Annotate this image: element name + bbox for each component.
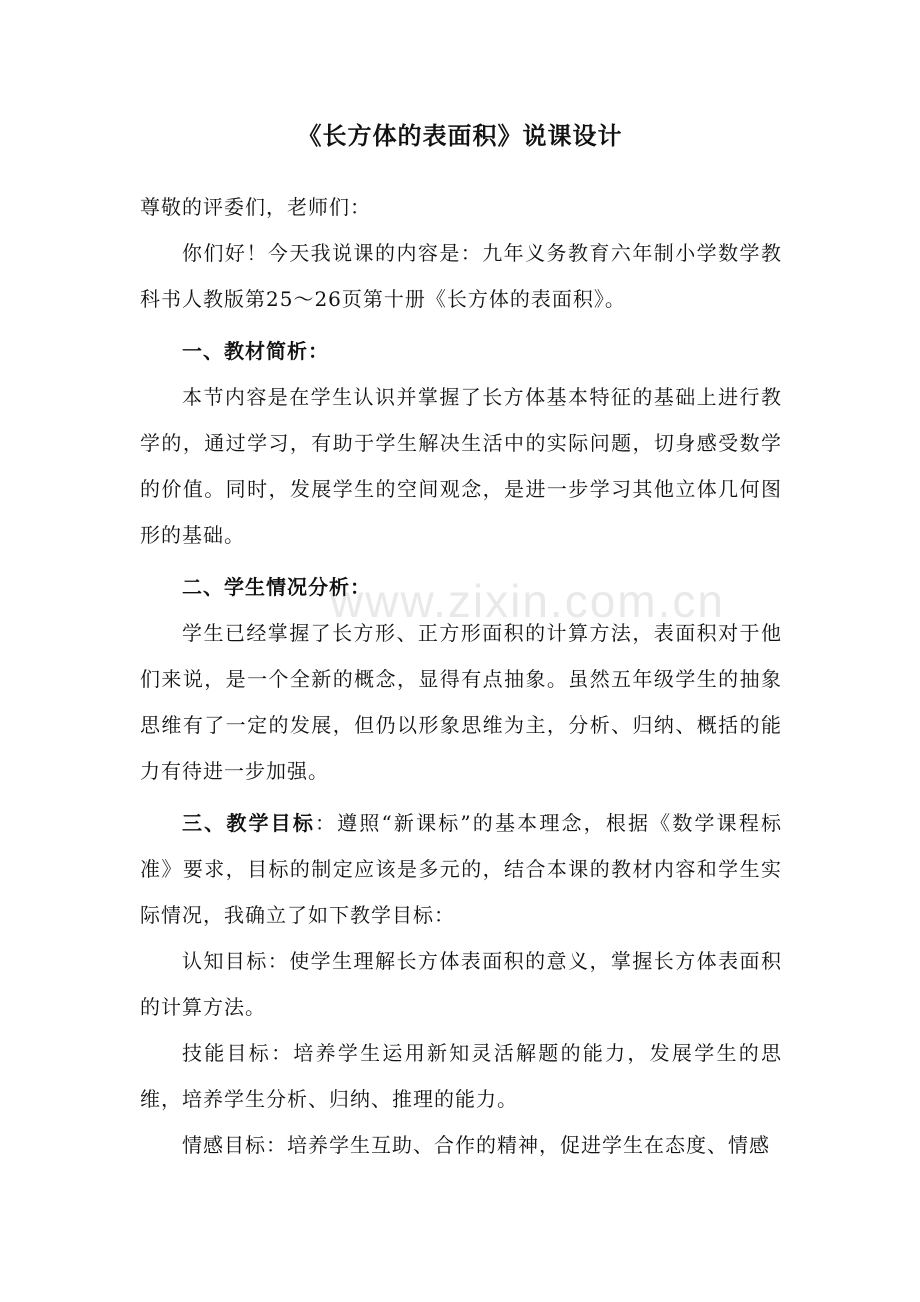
objective-skills: 技能目标：培养学生运用新知灵活解题的能力，发展学生的思维，培养学生分析、归纳、推理的能力。 xyxy=(140,1041,782,1111)
section-paragraph-students: 学生已经掌握了长方形、正方形面积的计算方法，表面积对于他们来说，是一个全新的概念，显得有点抽象。虽然五年级学生的抽象思维有了一定的发展，但仍以形象思维为主，分析、归纳、概括的能力有待进一步加强。 xyxy=(140,621,782,783)
section-heading-objectives: 三、教学目标 xyxy=(182,811,316,835)
document-title: 《长方体的表面积》说课设计 xyxy=(297,121,623,150)
section-heading-materials: 一、教材简析： xyxy=(182,339,329,363)
section-objectives xyxy=(140,800,782,938)
intro-paragraph: 你们好！今天我说课的内容是：九年义务教育六年制小学数学教科书人教版第25～26页第十册《长方体的表面积》。 xyxy=(140,241,782,311)
section-paragraph-materials: 本节内容是在学生认识并掌握了长方体基本特征的基础上进行教学的，通过学习，有助于学生解决生活中的实际问题，切身感受数学的价值。同时，发展学生的空间观念，是进一步学习其他立体几何图形的基础。 xyxy=(140,385,782,547)
objectives-lead-text: ：遵照“新课标”的基本理念，根据《数学课程标准》要求，目标的制定应该是多元的，结合本课的教材内容和学生实际情况，我确立了如下教学目标： xyxy=(140,811,783,927)
objective-affective: 情感目标：培养学生互助、合作的精神，促进学生在态度、情感 xyxy=(182,1133,770,1157)
section-heading-students: 二、学生情况分析： xyxy=(182,575,371,599)
greeting: 尊敬的评委们，老师们： xyxy=(140,195,371,219)
watermark: www.zixin.com.cn xyxy=(330,575,725,627)
document-body xyxy=(140,184,782,1168)
objective-cognitive: 认知目标：使学生理解长方体表面积的意义，掌握长方体表面积的计算方法。 xyxy=(140,949,782,1019)
